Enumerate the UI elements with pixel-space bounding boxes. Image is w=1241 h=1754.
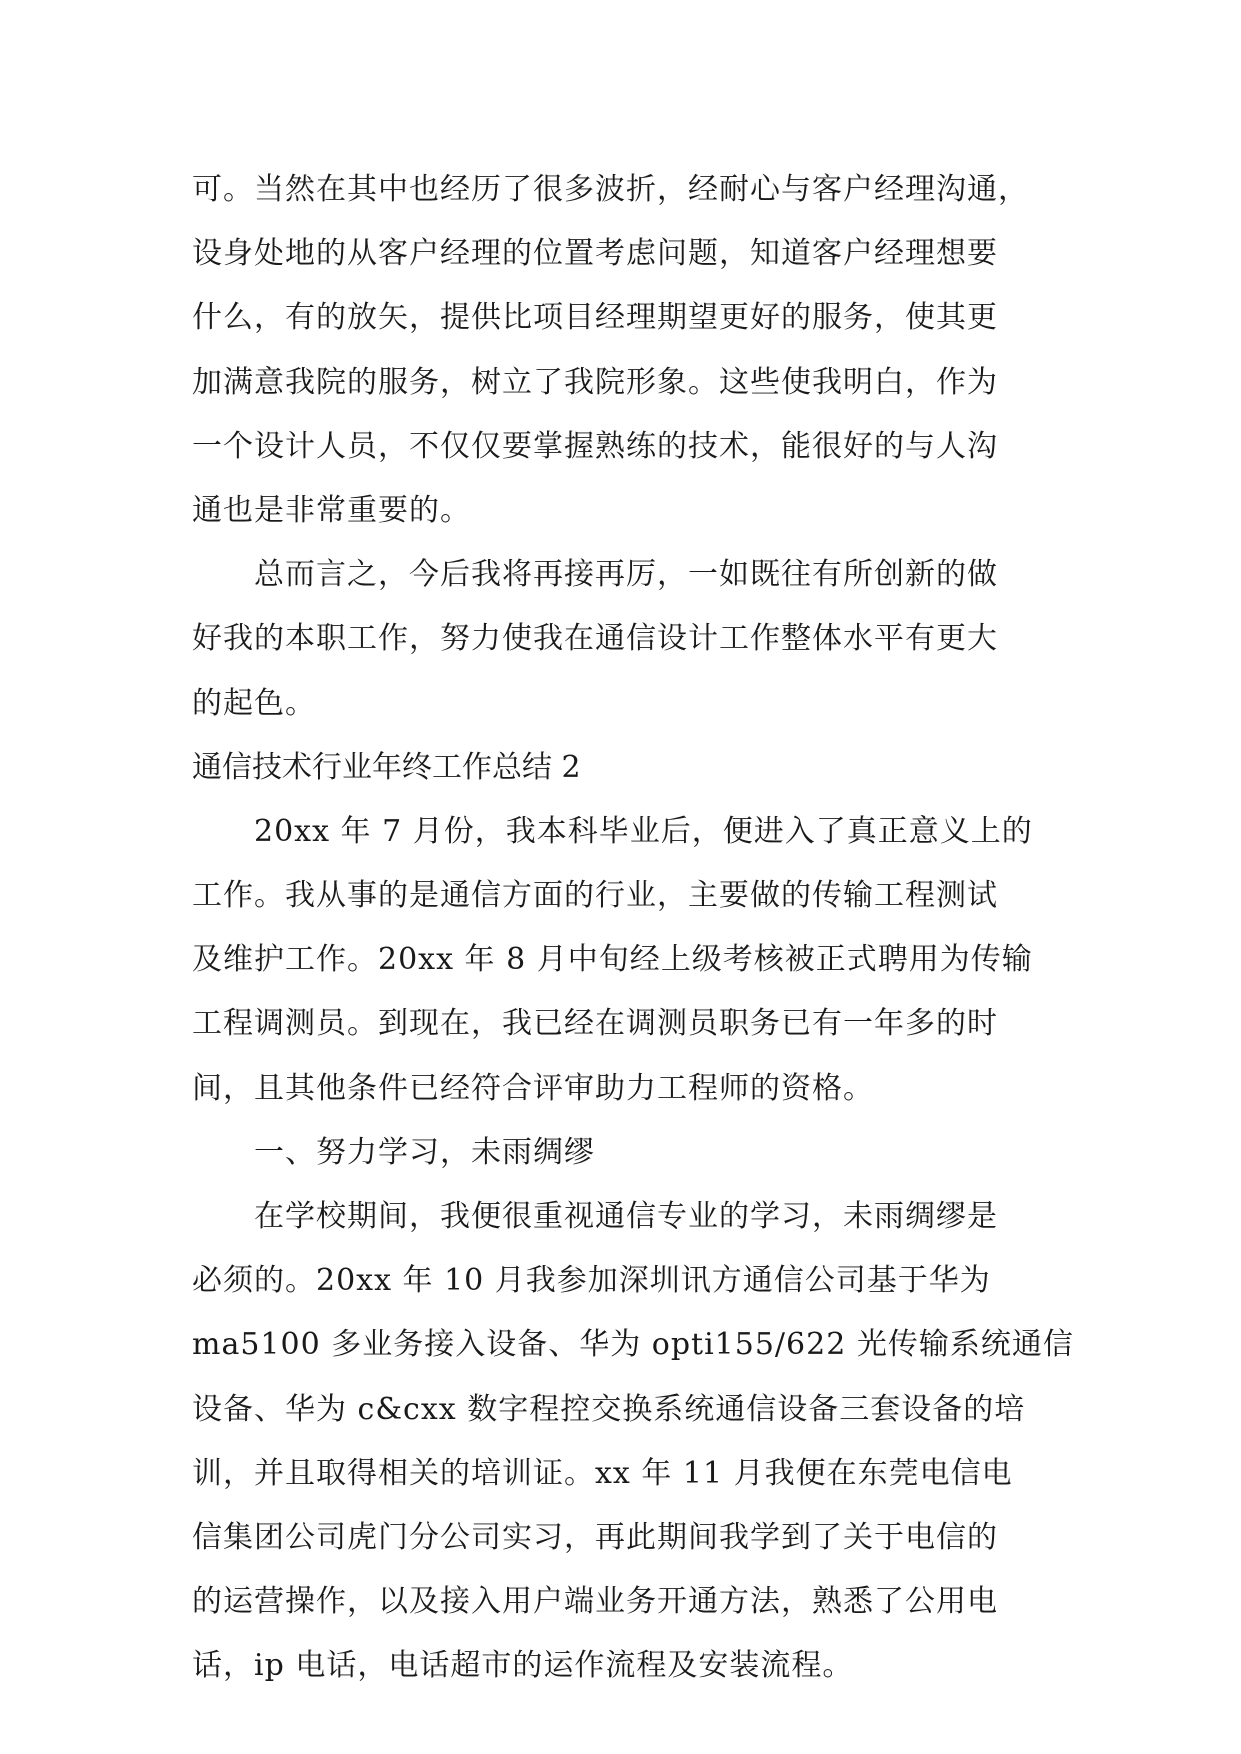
section-title: 通信技术行业年终工作总结 2 <box>192 749 581 785</box>
paragraph-4-line-8: 话，ip 电话，电话超市的运作流程及安装流程。 <box>192 1648 854 1684</box>
paragraph-4-line-6: 信集团公司虎门分公司实习，再此期间我学到了关于电信的 <box>192 1519 998 1555</box>
paragraph-4-line-1: 在学校期间，我便很重视通信专业的学习，未雨绸缪是 <box>254 1199 998 1234</box>
paragraph-3-line-5: 间，且其他条件已经符合评审助力工程师的资格。 <box>192 1070 874 1106</box>
paragraph-2-line-3: 的起色。 <box>192 685 316 721</box>
paragraph-4-line-3: ma5100 多业务接入设备、华为 opti155/622 光传输系统通信 <box>192 1327 1074 1363</box>
subheading-1: 一、努力学习，未雨绸缪 <box>254 1134 595 1170</box>
paragraph-1-line-6: 通也是非常重要的。 <box>192 492 471 528</box>
paragraph-3-line-4: 工程调测员。到现在，我已经在调测员职务已有一年多的时 <box>192 1006 998 1042</box>
paragraph-3-line-3: 及维护工作。20xx 年 8 月中旬经上级考核被正式聘用为传输 <box>192 942 1033 978</box>
paragraph-4-line-7: 的运营操作，以及接入用户端业务开通方法，熟悉了公用电 <box>192 1584 998 1620</box>
paragraph-1-line-4: 加满意我院的服务，树立了我院形象。这些使我明白，作为 <box>192 364 998 400</box>
document-body <box>192 158 1074 1699</box>
paragraph-3-line-1: 20xx 年 7 月份，我本科毕业后，便进入了真正意义上的 <box>254 813 1033 849</box>
paragraph-2-line-1: 总而言之，今后我将再接再厉，一如既往有所创新的做 <box>254 557 998 593</box>
paragraph-4-line-5: 训，并且取得相关的培训证。xx 年 11 月我便在东莞电信电 <box>192 1455 1013 1491</box>
paragraph-1-line-5: 一个设计人员，不仅仅要掌握熟练的技术，能很好的与人沟 <box>192 428 998 464</box>
paragraph-1-line-3: 什么，有的放矢，提供比项目经理期望更好的服务，使其更 <box>192 300 998 336</box>
paragraph-1-line-1: 可。当然在其中也经历了很多波折，经耐心与客户经理沟通， <box>192 172 1029 207</box>
paragraph-3-line-2: 工作。我从事的是通信方面的行业，主要做的传输工程测试 <box>192 878 998 914</box>
paragraph-4-line-2: 必须的。20xx 年 10 月我参加深圳讯方通信公司基于华为 <box>192 1263 991 1299</box>
paragraph-4-line-4: 设备、华为 c&cxx 数字程控交换系统通信设备三套设备的培 <box>192 1391 1026 1427</box>
paragraph-2-line-2: 好我的本职工作，努力使我在通信设计工作整体水平有更大 <box>192 621 998 657</box>
paragraph-1-line-2: 设身处地的从客户经理的位置考虑问题，知道客户经理想要 <box>192 236 998 272</box>
